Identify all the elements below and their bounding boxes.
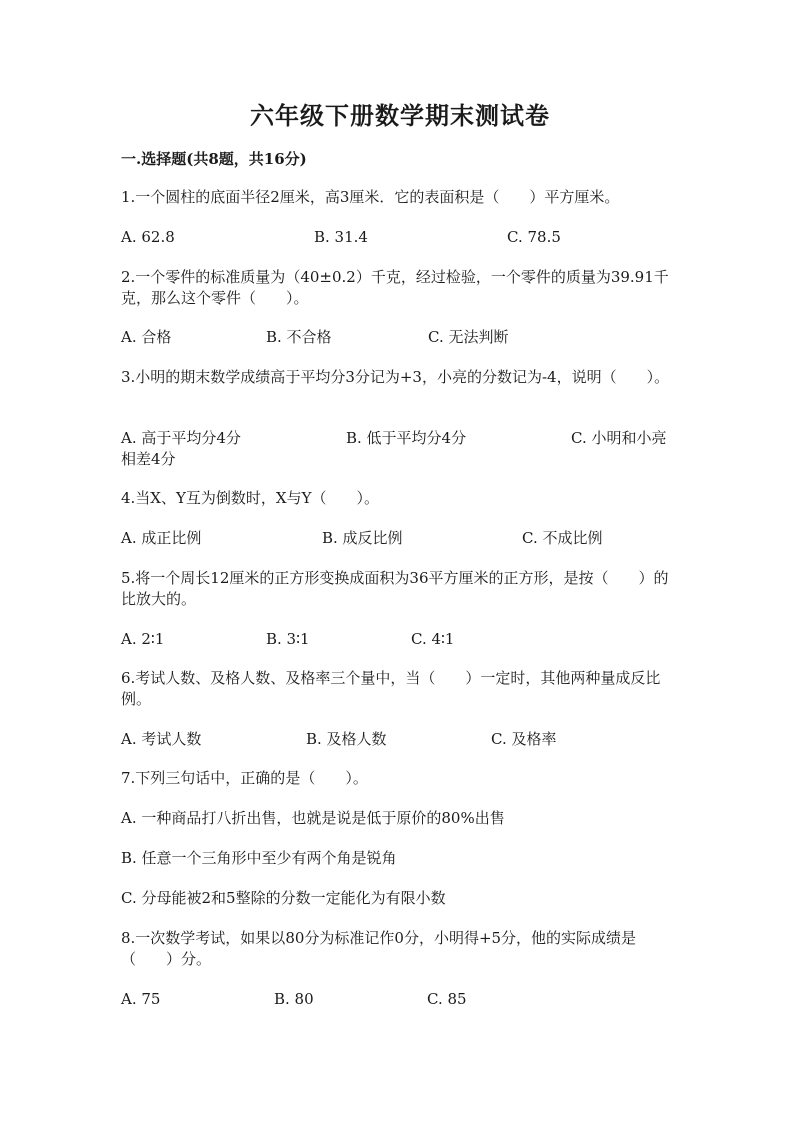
question-8-option-b: B. 80	[274, 990, 314, 1008]
question-7-option-a: A. 一种商品打八折出售，也就是说是低于原价的80%出售	[121, 809, 505, 827]
question-3-option-b: B. 低于平均分4分	[346, 429, 467, 447]
question-2-option-b: B. 不合格	[266, 328, 332, 346]
question-3-option-c: C. 小明和小亮相差4分	[121, 429, 667, 468]
question-4-option-b: B. 成反比例	[322, 529, 403, 547]
question-8-option-c: C. 85	[427, 990, 467, 1008]
question-5-option-b: B. 3∶1	[266, 630, 310, 648]
question-6-option-b: B. 及格人数	[306, 730, 387, 748]
question-1-option-c: C. 78.5	[507, 228, 561, 246]
question-1-option-a: A. 62.8	[121, 228, 175, 246]
question-3-text: 3.小明的期末数学成绩高于平均分3分记为+3，小亮的分数记为-4，说明（ ）。	[121, 368, 670, 386]
question-6-option-a: A. 考试人数	[121, 730, 202, 748]
question-5-text: 5.将一个周长12厘米的正方形变换成面积为36平方厘米的正方形，是按（ ）的比放大的。	[121, 569, 669, 608]
question-8-option-a: A. 75	[121, 990, 161, 1008]
question-1-text: 1.一个圆柱的底面半径2厘米，高3厘米．它的表面积是（ ）平方厘米。	[121, 188, 620, 206]
question-4-text: 4.当X、Y互为倒数时，X与Y（ ）。	[121, 489, 379, 507]
question-7-option-c: C. 分母能被2和5整除的分数一定能化为有限小数	[121, 889, 446, 907]
section-heading: 一.选择题(共8题，共16分)	[121, 150, 307, 168]
question-7-text: 7.下列三句话中，正确的是（ ）。	[121, 769, 368, 787]
question-4-option-c: C. 不成比例	[522, 529, 603, 547]
question-2-text: 2.一个零件的标准质量为（40±0.2）千克，经过检验，一个零件的质量为39.91千克，那么这个零件（ ）。	[121, 268, 669, 307]
question-2-option-c: C. 无法判断	[428, 328, 509, 346]
question-3-option-a: A. 高于平均分4分	[121, 429, 241, 447]
question-5-option-c: C. 4∶1	[411, 630, 455, 648]
page-title: 六年级下册数学期末测试卷	[250, 101, 550, 130]
question-7-option-b: B. 任意一个三角形中至少有两个角是锐角	[121, 849, 397, 867]
question-1-option-b: B. 31.4	[314, 228, 368, 246]
question-4-option-a: A. 成正比例	[121, 529, 202, 547]
question-5-option-a: A. 2∶1	[121, 630, 165, 648]
question-6-text: 6.考试人数、及格人数、及格率三个量中，当（ ）一定时，其他两种量成反比例。	[121, 669, 661, 708]
question-6-option-c: C. 及格率	[491, 730, 557, 748]
question-2-option-a: A. 合格	[121, 328, 172, 346]
question-8-text: 8.一次数学考试，如果以80分为标准记作0分，小明得+5分，他的实际成绩是（ ）分。	[121, 929, 637, 968]
